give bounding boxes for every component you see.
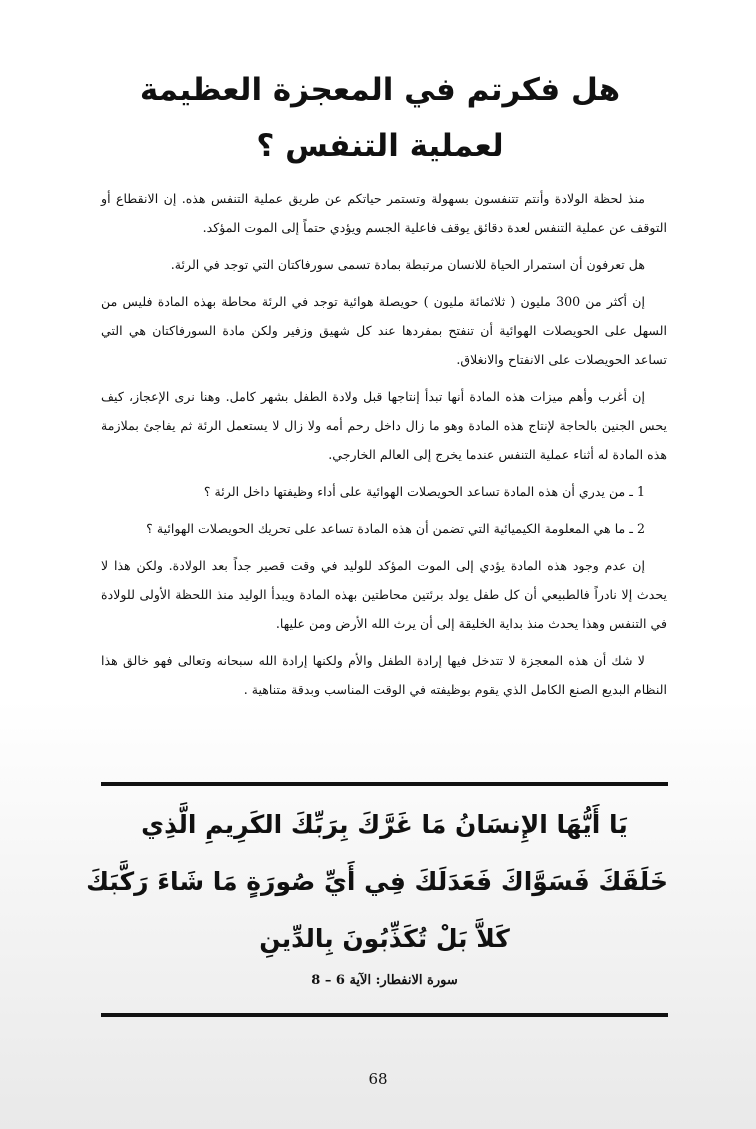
paragraph: لا شك أن هذه المعجزة لا تتدخل فيها إرادة الطفل والأم ولكنها إرادة الله سبحانه وتعالى فهو خالق هذا النظام البديع الصنع الكامل الذي يقوم بوظيفته في الوقت المناسب وبدقة متناهية . <box>101 653 667 697</box>
verse-line: كَلاَّ بَلْ تُكَذِّبُونَ بِالدِّينِ <box>259 924 510 953</box>
verse-reference: سورة الانفطار: الآية 6 – 8 <box>311 973 458 988</box>
divider-top <box>101 782 668 786</box>
question-item: 1 ـ من يدري أن هذه المادة تساعد الحويصلات الهوائية على أداء وظيفتها داخل الرئة ؟ <box>203 484 645 499</box>
page-number: 68 <box>368 1070 388 1088</box>
paragraph: منذ لحظة الولادة وأنتم تتنفسون بسهولة وتستمر حياتكم عن طريق عملية التنفس هذه. إن الانقطاع أو التوقف عن عملية التنفس لعدة دقائق يوقف فاعلية الجسم ويؤدي حتماً إلى الموت المؤكد. <box>101 191 667 235</box>
verse-line: يَا أَيُّهَا الإِنسَانُ مَا غَرَّكَ بِرَبِّكَ الكَرِيمِ الَّذِي <box>141 810 628 839</box>
question-item: 2 ـ ما هي المعلومة الكيميائية التي تضمن أن هذه المادة تساعد على تحريك الحويصلات الهوائية ؟ <box>146 521 645 536</box>
verse-line: خَلَقَكَ فَسَوَّاكَ فَعَدَلَكَ فِي أَيِّ صُورَةٍ مَا شَاءَ رَكَّبَكَ <box>86 867 668 896</box>
divider-bottom <box>101 1013 668 1017</box>
quran-verse-box <box>86 796 668 995</box>
paragraph: هل تعرفون أن استمرار الحياة للانسان مرتبطة بمادة تسمى سورفاكتان التي توجد في الرئة. <box>170 257 645 272</box>
page-title: هل فكرتم في المعجزة العظيمة لعملية التنفس ؟ <box>139 72 621 164</box>
paragraph: إن أغرب وأهم ميزات هذه المادة أنها تبدأ إنتاجها قبل ولادة الطفل بشهر كامل. وهنا نرى الإعجاز، كيف يحس الجنين بالحاجة لإنتاج هذه المادة وهو ما زال داخل رحم أمه ولا زال لا يستعمل الرئة ثم يفاجئ بملازمة هذه المادة له أثناء عملية التنفس عندما يخرج إلى العالم الخارجي. <box>101 389 667 462</box>
paragraph: إن أكثر من 300 مليون ( ثلاثمائة مليون ) حويصلة هوائية توجد في الرئة محاطة بهذه المادة فليس من السهل على الحويصلات الهوائية أن تنفتح بمفردها عند كل شهيق وزفير ولكن مادة السورفاكتان هي التي تساعد الحويصلات على الانفتاح والانغلاق. <box>101 294 667 367</box>
article-body <box>101 184 667 712</box>
paragraph: إن عدم وجود هذه المادة يؤدي إلى الموت المؤكد للوليد في وقت قصير جداً بعد الولادة. ولكن هذا لا يحدث إلا نادراً فالطبيعي أن كل طفل يولد برئتين محاطتين بهذه المادة ويبدأ الوليد منذ اللحظة الأولى للولادة في التنفس وهذا يحدث منذ بداية الخليقة إلى أن يرث الله الأرض ومن عليها. <box>101 558 667 631</box>
